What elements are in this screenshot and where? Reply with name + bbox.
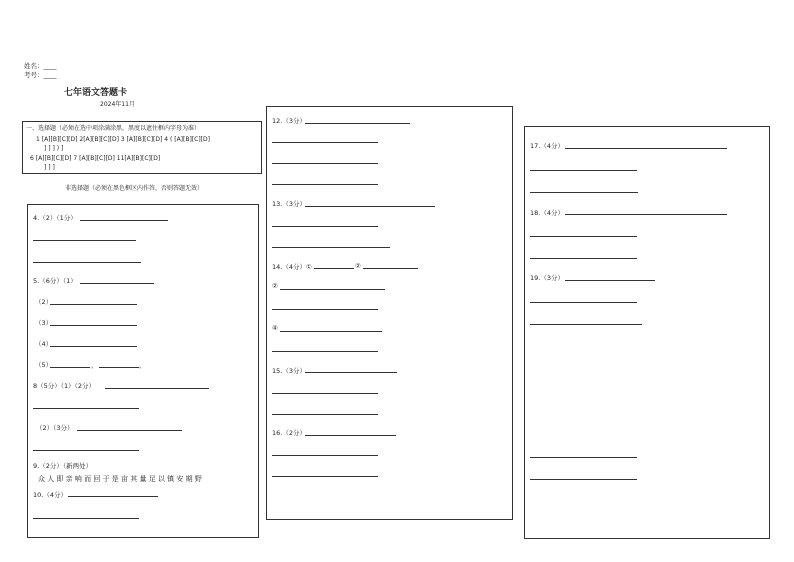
choice-row-1[interactable]: 1 [A][B][C][D] 2[A][B][C][D] 3 [A][B][C][D] 4 ( [A][B][C][D] [36,136,210,143]
answer-line[interactable] [272,455,378,456]
comma: ， [139,361,146,369]
q14-1-answer-line[interactable] [314,268,354,269]
q5-2-answer-line[interactable] [50,304,137,305]
comma: ， [91,361,98,369]
choice-row-2[interactable]: 6 [A][B][C][D] 7 [A][B][C][D] 11[A][B][C][D] [30,155,161,162]
answer-area-col3 [524,126,770,539]
q5-3-label: （3） [35,319,53,327]
answer-line[interactable] [33,240,136,241]
q8-label: 8（5分）（1）（2分） [33,382,96,390]
answer-line[interactable] [33,450,139,451]
answer-line[interactable] [530,192,638,193]
answer-line[interactable] [272,163,378,164]
q14-4-answer-line[interactable] [280,331,382,332]
q14-4-label: ④ [272,324,278,332]
answer-line[interactable] [530,457,637,458]
answer-line[interactable] [33,262,141,263]
q5-label: 5.（6分）（1） [33,277,77,285]
q13-label: 13.（3分） [272,200,306,208]
exam-date: 2024年11月 [100,101,135,108]
page-title: 七年语文答题卡 [64,88,128,98]
answer-line[interactable] [272,309,378,310]
answer-line[interactable] [33,518,139,519]
q8-2-answer-line[interactable] [77,430,182,431]
q19-answer-line[interactable] [565,280,655,281]
q5-4-answer-line[interactable] [50,346,137,347]
q5-5-label: （5） [35,361,53,369]
q4-answer-line[interactable] [80,220,168,221]
q4-label: 4.（2）（1分） [33,214,77,222]
q16-answer-line[interactable] [305,435,396,436]
answer-line[interactable] [33,408,139,409]
answer-line[interactable] [530,170,637,171]
q15-answer-line[interactable] [305,372,397,373]
answer-area-col1 [27,204,259,538]
answer-line[interactable] [530,302,637,303]
q5-5-answer-line-1[interactable] [50,367,90,368]
choice-row-1-brackets: ] ] ] ) ] [44,145,64,152]
answer-line[interactable] [530,479,637,480]
q5-3-answer-line[interactable] [50,325,137,326]
q5-4-label: （4） [35,340,53,348]
answer-area-col2 [266,106,513,520]
q17-answer-line[interactable] [565,148,727,149]
q14-3-answer-line[interactable] [280,289,385,290]
answer-line[interactable] [530,258,637,259]
q13-answer-line[interactable] [305,206,435,207]
name-label: 姓名：____ [24,62,57,70]
answer-line[interactable] [272,184,378,185]
answer-line[interactable] [272,247,390,248]
q17-label: 17.（4分） [530,142,564,150]
q5-5-answer-line-2[interactable] [99,367,139,368]
objective-section [22,121,262,174]
q12-label: 12.（3分） [272,117,306,125]
q9-label: 9.（2分）（新两处） [33,462,93,470]
q19-label: 19.（3分） [530,274,564,282]
q12-answer-line[interactable] [305,123,410,124]
answer-line[interactable] [272,476,378,477]
choice-row-2-brackets: ] ] ] [44,164,55,171]
q8-1-answer-line[interactable] [105,388,209,389]
answer-line[interactable] [272,414,378,415]
q9-characters[interactable]: 众 人 即 亲 响 而 回 于 是 亩 其 量 足 以 镇 安 期 野 [38,475,202,483]
q10-answer-line[interactable] [68,496,158,497]
answer-line[interactable] [272,226,378,227]
q14-label: 14.（4分）① [272,263,312,271]
q14-2-answer-line[interactable] [363,268,418,269]
q14-3-label: ② [272,282,278,290]
answer-line[interactable] [272,142,378,143]
exam-number-label: 考号：____ [24,71,57,79]
answer-line[interactable] [530,324,642,325]
objective-heading: 一、选择题（必须在选中项涂满涂黑，黑度以遮住框内字母为准） [26,125,201,132]
q10-label: 10.（4分） [33,491,67,499]
q5-1-answer-line[interactable] [80,283,154,284]
q18-answer-line[interactable] [565,214,727,215]
q15-label: 15.（3分） [272,367,306,375]
q8-2-label: （2）（3分） [36,424,74,432]
q16-label: 16.（2分） [272,429,306,437]
q18-label: 18.（4分） [530,209,564,217]
answer-line[interactable] [272,393,378,394]
answer-line[interactable] [530,236,637,237]
nonobjective-heading: 非选择题（必须在黑色框区内作答，否则答题无效） [65,185,204,192]
q14-2-label: ② [355,262,361,270]
q5-2-label: （2） [35,298,53,306]
answer-line[interactable] [272,351,378,352]
